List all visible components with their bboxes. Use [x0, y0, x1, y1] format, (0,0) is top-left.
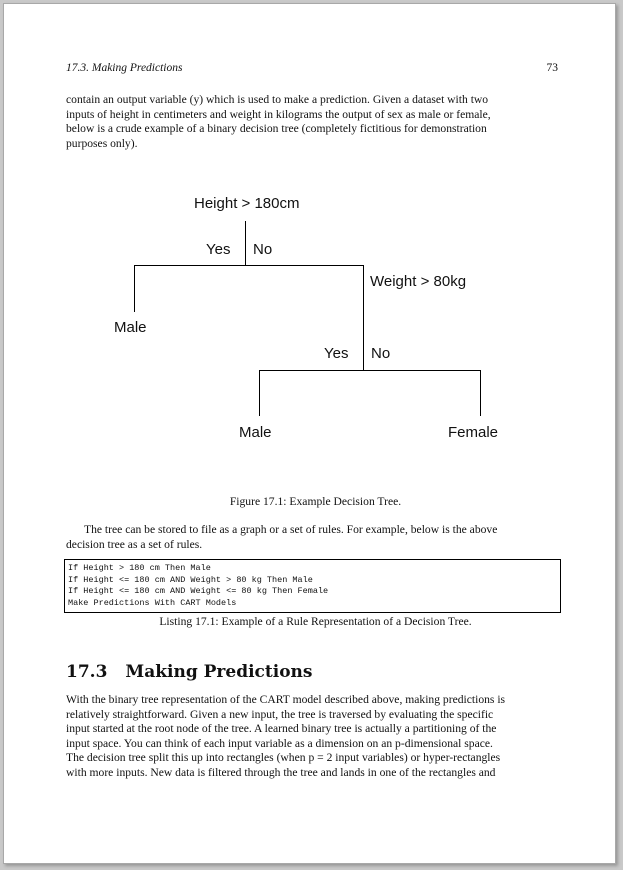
text-line: inputs of height in centimeters and weight in kilograms the output of sex as male or female, — [66, 107, 491, 121]
tree-leaf-female: Female — [448, 424, 499, 441]
tree-node-weight: Weight > 80kg — [370, 273, 467, 290]
tree-branch-yes: Yes — [324, 345, 349, 362]
running-header-section: 17.3. Making Predictions — [66, 62, 183, 74]
page-number: 73 — [546, 62, 558, 74]
text-line: input space. You can think of each input variable as a dimension on an p-dimensional space. — [66, 736, 493, 750]
text-line: The tree can be stored to file as a graph or a set of rules. For example, below is the above — [84, 523, 498, 536]
tree-leaf-male: Male — [114, 319, 147, 336]
text-line: The decision tree split this up into rectangles (when p = 2 input variables) or hyper-rectangles — [66, 751, 501, 765]
tree-branch-yes: Yes — [206, 241, 231, 258]
section-title: Making Predictions — [125, 662, 313, 682]
text-line: input started at the root node of the tree. A learned binary tree is actually a partitioning of the — [66, 722, 497, 736]
tree-root-node: Height > 180cm — [194, 195, 300, 212]
code-line: If Height <= 180 cm AND Weight > 80 kg Then Male — [68, 574, 313, 585]
listing-caption: Listing 17.1: Example of a Rule Representation of a Decision Tree. — [159, 615, 472, 628]
tree-edge — [259, 370, 260, 416]
intro-paragraph — [66, 93, 560, 151]
code-listing — [64, 559, 561, 613]
tree-branch-no: No — [371, 345, 391, 362]
text-line: relatively straightforward. Given a new input, the tree is traversed by evaluating the specific — [66, 707, 494, 721]
tree-edge — [245, 221, 246, 266]
text-line: with more inputs. New data is filtered through the tree and lands in one of the rectangles and — [66, 765, 496, 779]
tree-edge — [480, 370, 481, 416]
tree-leaf-male: Male — [239, 424, 272, 441]
rules-paragraph — [66, 523, 560, 552]
text-line: contain an output variable (y) which is used to make a prediction. Given a dataset with two — [66, 93, 489, 106]
document-page — [3, 3, 616, 864]
section-heading — [66, 662, 312, 682]
tree-edge — [363, 265, 364, 370]
text-line: below is a crude example of a binary decision tree (completely fictitious for demonstration — [66, 122, 487, 136]
tree-edge — [134, 265, 364, 266]
tree-edge — [259, 370, 481, 371]
body-paragraph — [66, 693, 560, 781]
figure-caption: Figure 17.1: Example Decision Tree. — [229, 495, 402, 508]
text-line: decision tree as a set of rules. — [66, 537, 203, 551]
section-number: 17.3 — [66, 662, 108, 682]
code-line: If Height <= 180 cm AND Weight <= 80 kg Then Female — [68, 586, 329, 597]
text-line: With the binary tree representation of the CART model described above, making predictions is — [66, 693, 506, 706]
tree-edge — [134, 265, 135, 312]
code-line: If Height > 180 cm Then Male — [68, 563, 211, 573]
tree-branch-no: No — [253, 241, 273, 258]
text-line: purposes only). — [66, 136, 138, 150]
code-line: Make Predictions With CART Models — [68, 597, 237, 608]
